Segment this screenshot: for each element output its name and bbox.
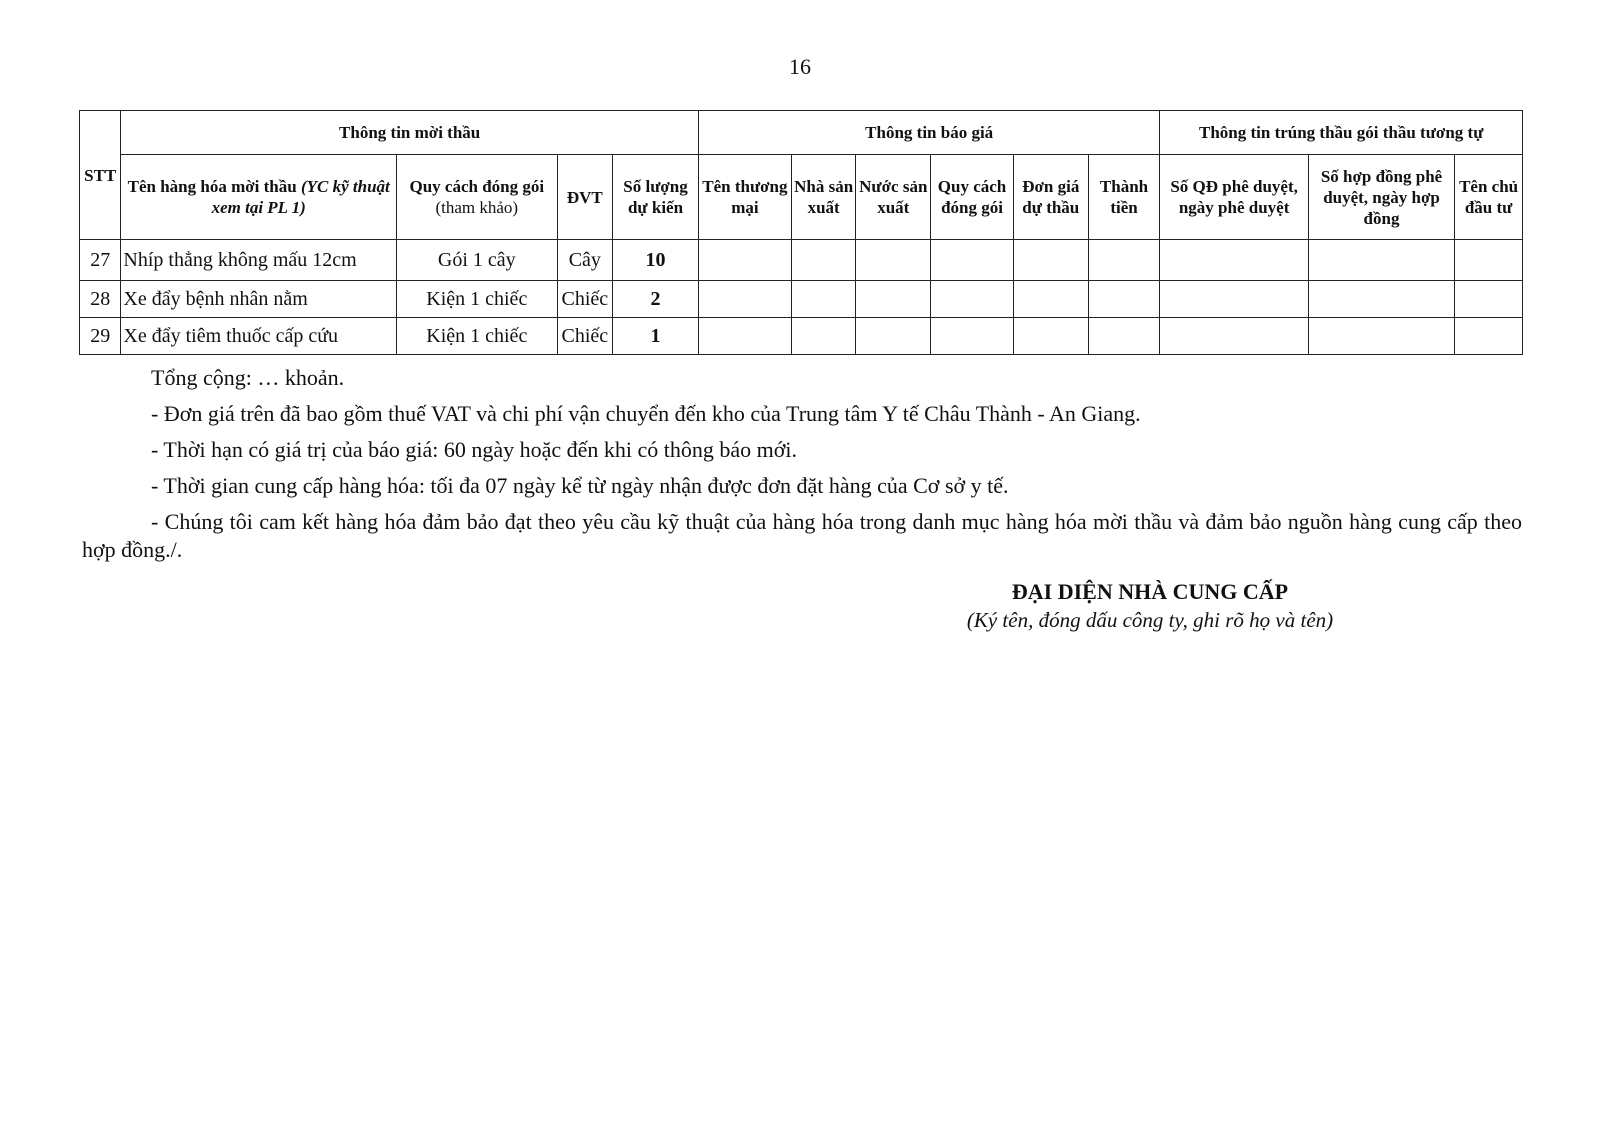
cell-decision — [1160, 240, 1308, 281]
cell-country — [856, 281, 931, 318]
cell-trade-name — [698, 240, 791, 281]
header-unit-price: Đơn giá dự thầu — [1013, 155, 1088, 240]
cell-investor — [1455, 318, 1523, 355]
cell-unit-price — [1013, 318, 1088, 355]
cell-trade-name — [698, 318, 791, 355]
cell-unit: Chiếc — [557, 281, 613, 318]
cell-decision — [1160, 318, 1308, 355]
header-item-name-note: (YC kỹ thuật xem tại PL 1) — [211, 177, 390, 217]
table-column-header-row — [80, 155, 1523, 240]
header-stt: STT — [80, 111, 121, 240]
header-packing-label: Quy cách đóng gói — [409, 177, 545, 196]
header-unit: ĐVT — [557, 155, 613, 240]
table-group-header-row — [80, 111, 1523, 155]
cell-stt: 29 — [80, 318, 121, 355]
cell-item-name: Nhíp thẳng không mấu 12cm — [121, 240, 397, 281]
cell-manufacturer — [791, 240, 856, 281]
cell-packing: Kiện 1 chiếc — [397, 318, 558, 355]
header-item-name — [121, 155, 397, 240]
cell-quantity: 2 — [613, 281, 699, 318]
header-investor: Tên chủ đầu tư — [1455, 155, 1523, 240]
header-amount: Thành tiền — [1088, 155, 1160, 240]
cell-unit-price — [1013, 281, 1088, 318]
cell-quote-packing — [931, 240, 1014, 281]
note-total: Tổng cộng: … khoản. — [151, 365, 345, 390]
note-delivery: - Thời gian cung cấp hàng hóa: tối đa 07 ngày kể từ ngày nhận được đơn đặt hàng của Cơ sở y tế. — [151, 473, 1009, 498]
cell-manufacturer — [791, 281, 856, 318]
cell-amount — [1088, 240, 1160, 281]
cell-investor — [1455, 240, 1523, 281]
cell-unit-price — [1013, 240, 1088, 281]
cell-packing: Kiện 1 chiếc — [397, 281, 558, 318]
cell-country — [856, 318, 931, 355]
signature-instruction: (Ký tên, đóng dấu công ty, ghi rõ họ và tên) — [966, 608, 1334, 632]
table-row — [80, 281, 1523, 318]
header-quantity: Số lượng dự kiến — [613, 155, 699, 240]
notes-section — [82, 364, 1522, 564]
note-validity: - Thời hạn có giá trị của báo giá: 60 ngày hoặc đến khi có thông báo mới. — [151, 437, 798, 462]
header-trade-name: Tên thương mại — [698, 155, 791, 240]
table-row — [80, 318, 1523, 355]
cell-contract — [1308, 318, 1454, 355]
cell-quote-packing — [931, 281, 1014, 318]
cell-packing: Gói 1 cây — [397, 240, 558, 281]
cell-item-name: Xe đẩy bệnh nhân nằm — [121, 281, 397, 318]
header-packing-note: (tham khảo) — [435, 198, 519, 217]
signature-block — [860, 578, 1440, 634]
cell-stt: 28 — [80, 281, 121, 318]
cell-unit: Cây — [557, 240, 613, 281]
cell-manufacturer — [791, 318, 856, 355]
cell-unit: Chiếc — [557, 318, 613, 355]
cell-stt: 27 — [80, 240, 121, 281]
cell-country — [856, 240, 931, 281]
header-manufacturer: Nhà sản xuất — [791, 155, 856, 240]
header-group-quote: Thông tin báo giá — [698, 111, 1159, 155]
cell-contract — [1308, 240, 1454, 281]
quotation-table — [79, 110, 1523, 355]
header-group-invite: Thông tin mời thầu — [121, 111, 699, 155]
signature-title: ĐẠI DIỆN NHÀ CUNG CẤP — [1011, 579, 1289, 604]
page-number: 16 — [789, 54, 811, 79]
header-contract: Số hợp đồng phê duyệt, ngày hợp đồng — [1308, 155, 1454, 240]
cell-amount — [1088, 318, 1160, 355]
cell-decision — [1160, 281, 1308, 318]
header-item-name-label: Tên hàng hóa mời thầu — [127, 177, 297, 196]
cell-amount — [1088, 281, 1160, 318]
note-commitment: - Chúng tôi cam kết hàng hóa đảm bảo đạt theo yêu cầu kỹ thuật của hàng hóa trong danh mục hàng hóa mời thầu và đảm bảo nguồn hàng cung cấp theo hợp đồng./. — [82, 509, 1522, 562]
header-group-award: Thông tin trúng thầu gói thầu tương tự — [1160, 111, 1523, 155]
cell-item-name: Xe đẩy tiêm thuốc cấp cứu — [121, 318, 397, 355]
cell-contract — [1308, 281, 1454, 318]
cell-quote-packing — [931, 318, 1014, 355]
header-country: Nước sản xuất — [856, 155, 931, 240]
header-packing — [397, 155, 558, 240]
note-price: - Đơn giá trên đã bao gồm thuế VAT và chi phí vận chuyển đến kho của Trung tâm Y tế Châu Thành - An Giang. — [151, 401, 1141, 426]
cell-trade-name — [698, 281, 791, 318]
cell-quantity: 10 — [613, 240, 699, 281]
cell-investor — [1455, 281, 1523, 318]
header-decision: Số QĐ phê duyệt, ngày phê duyệt — [1160, 155, 1308, 240]
table-row — [80, 240, 1523, 281]
cell-quantity: 1 — [613, 318, 699, 355]
header-quote-packing: Quy cách đóng gói — [931, 155, 1014, 240]
